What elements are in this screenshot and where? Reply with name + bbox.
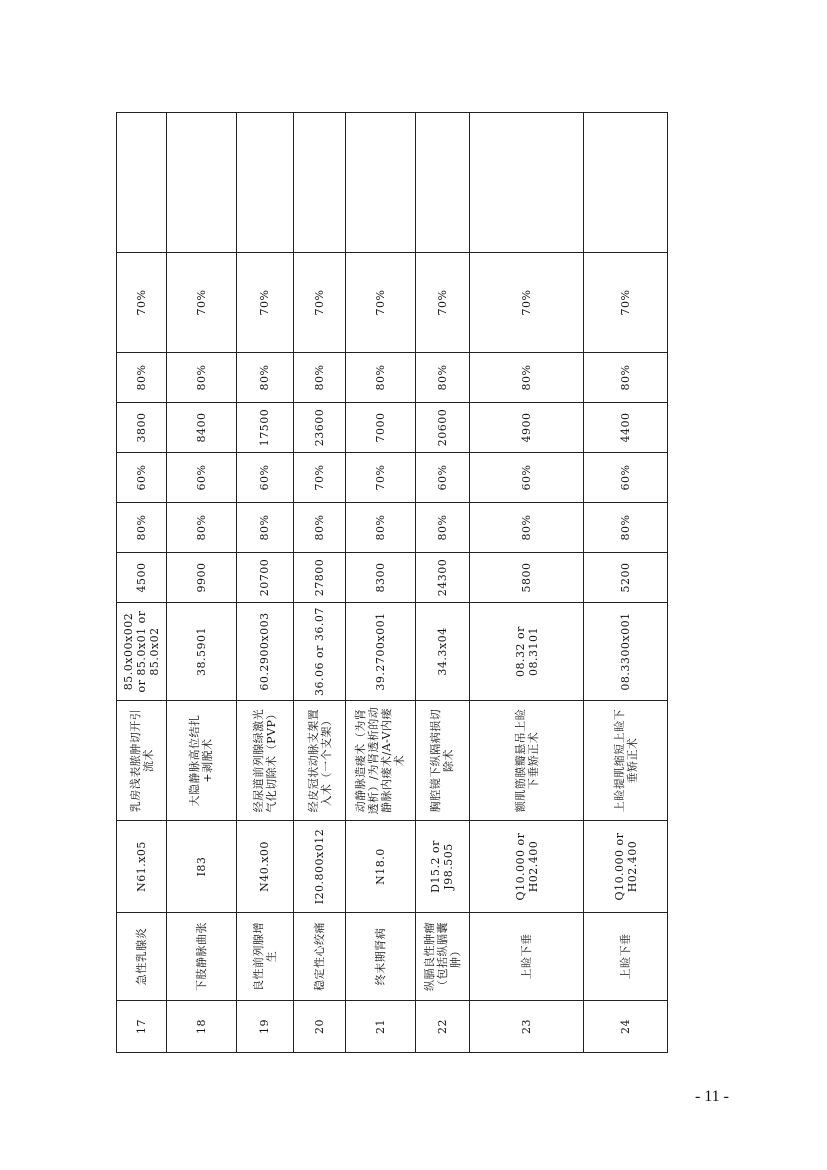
rate-cell: 80% (236, 503, 293, 553)
table-row (346, 113, 415, 1053)
rate-cell: 70% (293, 253, 345, 353)
table-row (415, 113, 469, 1053)
rate-cell: 80% (293, 353, 345, 403)
procedure-code-cell: 60.2900x003 (236, 603, 293, 701)
price-cell: 9900 (167, 553, 236, 603)
rate-cell: 70% (293, 453, 345, 503)
note-cell (469, 113, 584, 253)
amount-cell: 3800 (117, 403, 167, 453)
rate-cell: 80% (293, 503, 345, 553)
note-cell (236, 113, 293, 253)
row-number-cell: 20 (293, 1001, 345, 1053)
row-number-cell: 19 (236, 1001, 293, 1053)
procedure-name-cell: 经皮冠状动脉支架置入术（一个支架） (293, 701, 345, 821)
rotated-table-wrapper (116, 113, 668, 1053)
rate-cell: 80% (117, 503, 167, 553)
row-number-cell: 18 (167, 1001, 236, 1053)
procedure-name-cell: 乳房浅表脓肿切开引流术 (117, 701, 167, 821)
rate-cell: 70% (117, 253, 167, 353)
price-cell: 5800 (469, 553, 584, 603)
amount-cell: 8400 (167, 403, 236, 453)
diagnosis-code-cell: Q10.000 or H02.400 (469, 821, 584, 913)
amount-cell: 20600 (415, 403, 469, 453)
procedure-name-cell: 上睑提肌缩短上睑下垂矫正术 (584, 701, 668, 821)
disease-name-cell: 纵膈良性肿瘤（包括纵膈囊肿） (415, 913, 469, 1001)
rate-cell: 60% (117, 453, 167, 503)
rate-cell: 60% (236, 453, 293, 503)
note-cell (167, 113, 236, 253)
rate-cell: 80% (167, 503, 236, 553)
price-cell: 5200 (584, 553, 668, 603)
rate-cell: 80% (346, 503, 415, 553)
diagnosis-code-cell: N18.0 (346, 821, 415, 913)
note-cell (346, 113, 415, 253)
amount-cell: 17500 (236, 403, 293, 453)
procedure-name-cell: 动静脉造瘘术（为肾透析）/为肾透析的动静脉内瘘术/A-V内瘘术 (346, 701, 415, 821)
disease-name-cell: 上睑下垂 (584, 913, 668, 1001)
diagnosis-code-cell: N40.x00 (236, 821, 293, 913)
row-number-cell: 24 (584, 1001, 668, 1053)
diagnosis-code-cell: Q10.000 or H02.400 (584, 821, 668, 913)
rate-cell: 70% (346, 253, 415, 353)
rate-cell: 80% (415, 503, 469, 553)
procedure-code-cell: 08.32 or 08.3101 (469, 603, 584, 701)
note-cell (117, 113, 167, 253)
rate-cell: 60% (469, 453, 584, 503)
disease-name-cell: 终末期肾病 (346, 913, 415, 1001)
procedure-code-cell: 39.2700x001 (346, 603, 415, 701)
rate-cell: 70% (469, 253, 584, 353)
procedure-code-cell: 85.0x00x002 or 85.0x01 or 85.0x02 (117, 603, 167, 701)
amount-cell: 4900 (469, 403, 584, 453)
row-number-cell: 17 (117, 1001, 167, 1053)
row-number-cell: 23 (469, 1001, 584, 1053)
price-cell: 20700 (236, 553, 293, 603)
disease-name-cell: 稳定性心绞痛 (293, 913, 345, 1001)
diagnosis-code-cell: I20.800x012 (293, 821, 345, 913)
rate-cell: 70% (584, 253, 668, 353)
rate-cell: 70% (415, 253, 469, 353)
table-row (469, 113, 584, 1053)
rate-cell: 60% (415, 453, 469, 503)
surgery-pricing-table (116, 112, 668, 1053)
rate-cell: 80% (167, 353, 236, 403)
rate-cell: 80% (469, 503, 584, 553)
rate-cell: 70% (346, 453, 415, 503)
rate-cell: 80% (346, 353, 415, 403)
disease-name-cell: 上睑下垂 (469, 913, 584, 1001)
table-body (117, 113, 668, 1053)
procedure-name-cell: 大隐静脉高位结扎+剥脱术 (167, 701, 236, 821)
row-number-cell: 21 (346, 1001, 415, 1053)
table-row (293, 113, 345, 1053)
diagnosis-code-cell: N61.x05 (117, 821, 167, 913)
procedure-name-cell: 胸腔镜下纵隔病损切除术 (415, 701, 469, 821)
disease-name-cell: 急性乳腺炎 (117, 913, 167, 1001)
row-number-cell: 22 (415, 1001, 469, 1053)
procedure-code-cell: 38.5901 (167, 603, 236, 701)
disease-name-cell: 良性前列腺增生 (236, 913, 293, 1001)
note-cell (584, 113, 668, 253)
procedure-name-cell: 经尿道前列腺绿激光气化切除术（PVP） (236, 701, 293, 821)
procedure-code-cell: 34.3x04 (415, 603, 469, 701)
rate-cell: 70% (167, 253, 236, 353)
procedure-name-cell: 额肌筋膜瓣悬吊上睑下垂矫正术 (469, 701, 584, 821)
rate-cell: 80% (117, 353, 167, 403)
amount-cell: 4400 (584, 403, 668, 453)
procedure-code-cell: 36.06 or 36.07 (293, 603, 345, 701)
price-cell: 27800 (293, 553, 345, 603)
disease-name-cell: 下肢静脉曲张 (167, 913, 236, 1001)
rate-cell: 80% (236, 353, 293, 403)
note-cell (415, 113, 469, 253)
rate-cell: 70% (236, 253, 293, 353)
price-cell: 24300 (415, 553, 469, 603)
rate-cell: 60% (584, 453, 668, 503)
amount-cell: 23600 (293, 403, 345, 453)
rate-cell: 80% (415, 353, 469, 403)
procedure-code-cell: 08.3300x001 (584, 603, 668, 701)
diagnosis-code-cell: D15.2 or J98.505 (415, 821, 469, 913)
rate-cell: 80% (584, 353, 668, 403)
diagnosis-code-cell: I83 (167, 821, 236, 913)
note-cell (293, 113, 345, 253)
table-row (584, 113, 668, 1053)
amount-cell: 7000 (346, 403, 415, 453)
price-cell: 8300 (346, 553, 415, 603)
rate-cell: 60% (167, 453, 236, 503)
price-cell: 4500 (117, 553, 167, 603)
rate-cell: 80% (584, 503, 668, 553)
table-row (167, 113, 236, 1053)
rate-cell: 80% (469, 353, 584, 403)
page-number: - 11 - (694, 1088, 729, 1105)
table-row (236, 113, 293, 1053)
table-row (117, 113, 167, 1053)
